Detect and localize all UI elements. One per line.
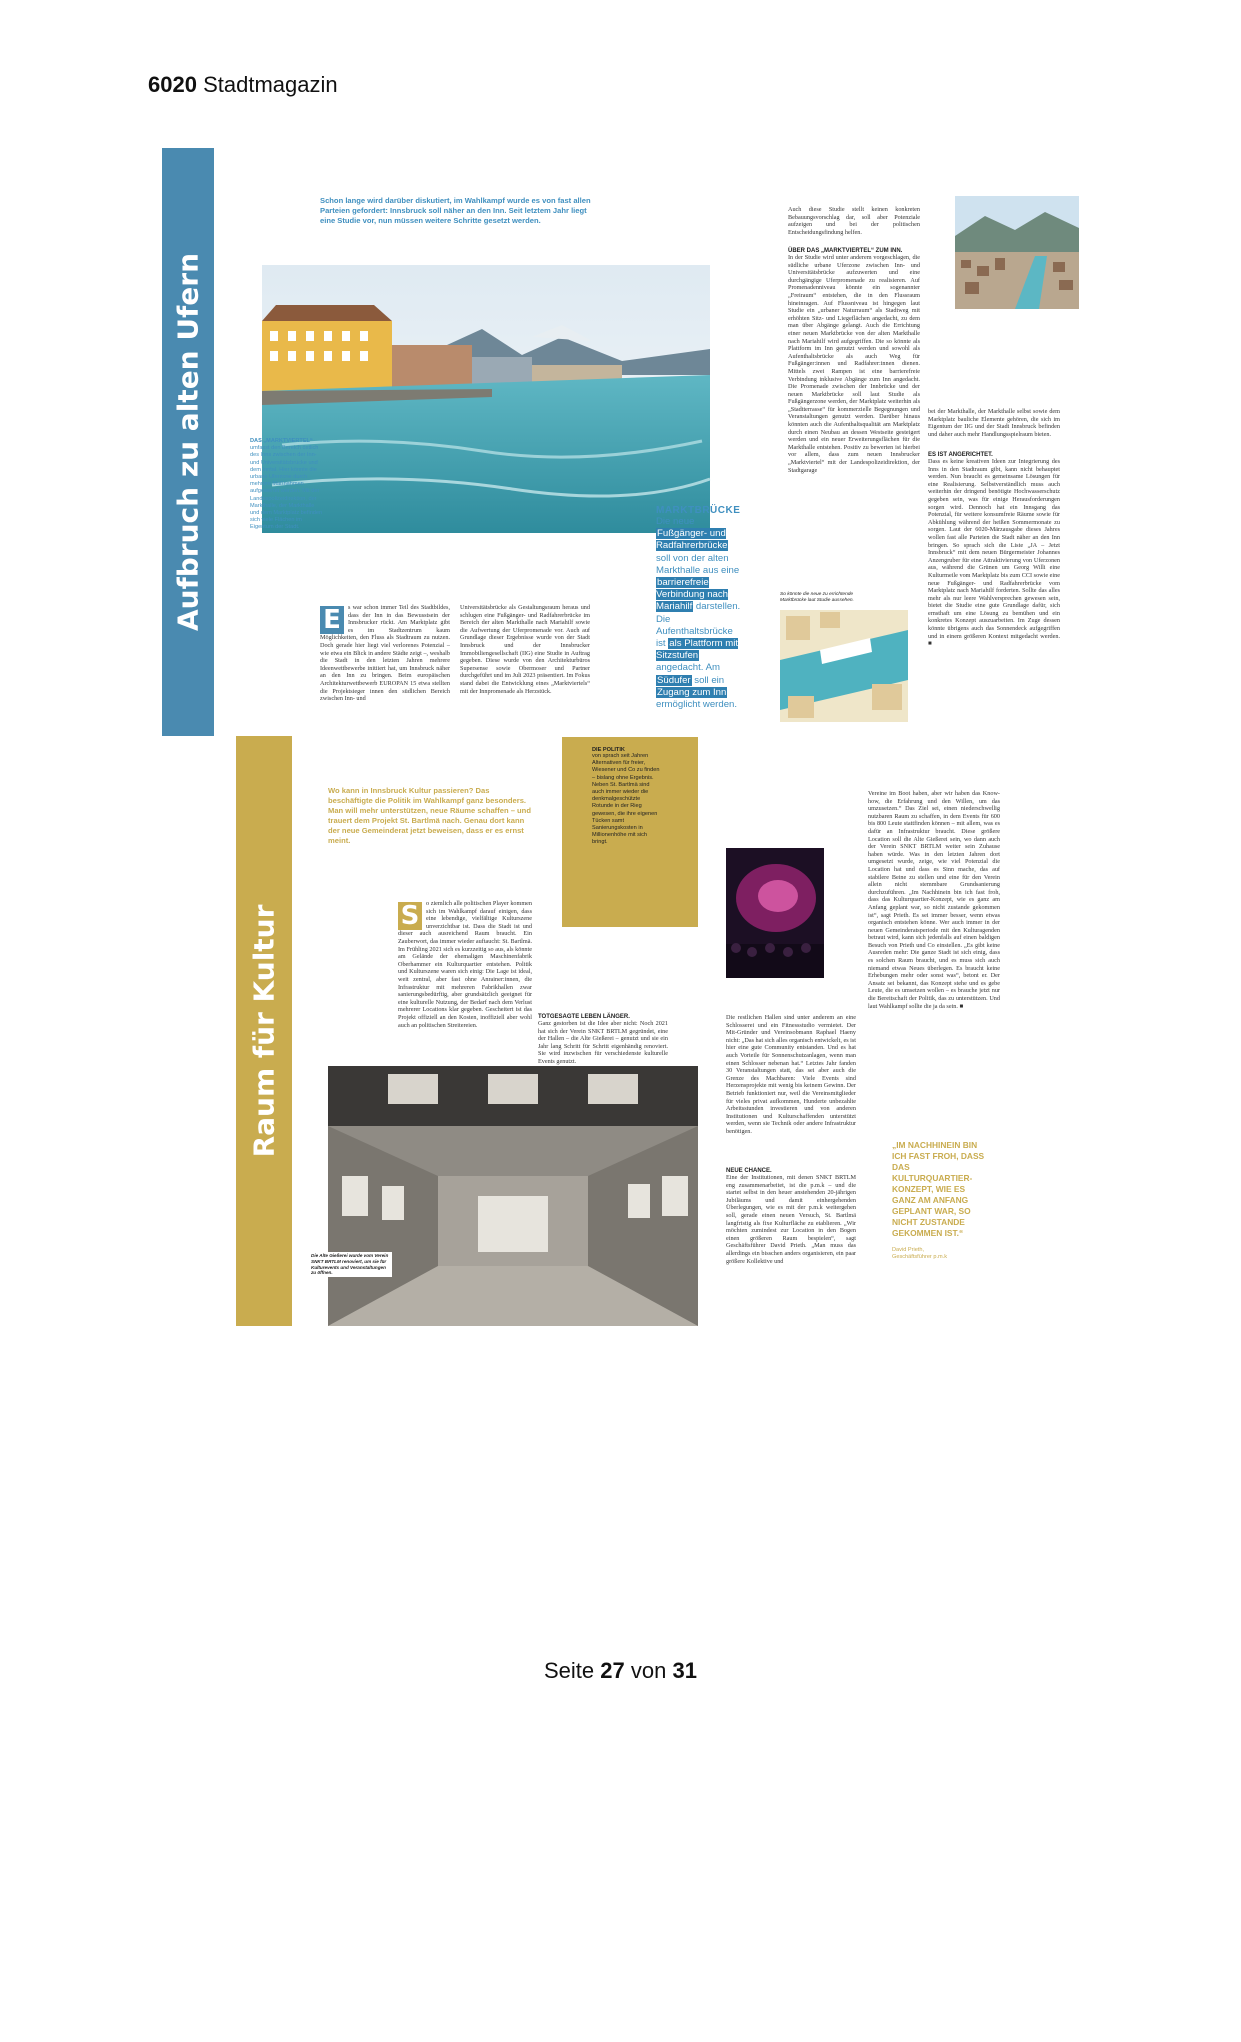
pull-quote-name: David Prieth, xyxy=(892,1247,925,1253)
article1-col4 xyxy=(928,408,1060,728)
article1-col3-text: In der Studie wird unter anderem vorgeschlagen, die südliche urbane Uferzone zwischen Inn- und Universitätsbrücke aufzuwerten und eine durchgängige Uferpromenade zu realisieren. Auf Promenadenniveau könnte ein sogenannter „Freiraum“ entstehen, die in den Flussraum hineinragen. Auf Flussniveau ist hingegen laut Studie ein „urbaner Naturraum“ als Stadtweg mit erhöhten Sitz- und Liegeflächen angedacht, zu dem man über Abgänge gelangt. Auch die Errichtung einer neuen Marktbrücke von der alten Markthalle nach Mariahilf wird aufgegriffen. Die so könnte als Plattform im Inn genutzt werden und sowohl als Aufenthaltsbrücke als auch Weg für Fußgänger:innen und Radfahrer:innen dienen. Mittels zwei Rampen ist eine barrierefreie Verbindung inklusive Abgänge zum Inn angedacht. Die Promenade zwischen der Innbrücke und der neuen Marktbrücke soll laut Studie als Fußgängerzone werden, der Marktplatz weiterhin als „Stadtterrasse“ für kommerzielle Begegnungen und Veranstaltungen genutzt werden. Darüber hinaus könnten auch die Aufenthaltsqualität am Marktplatz durch einen Neubau an dessen Westseite gesteigert werden und ein neuer Erweiterungsflächen für die Markthalle entstehen. Positiv zu bewerten ist hierbei vor allem, dass zum neuen Innsbrucker „Marktviertel“ mit der Landespolizeidirektion, der Stadtgarage xyxy=(788,254,920,474)
article2-col4: Vereine im Boot haben, aber wir haben das Know-how, die Erfahrung und den Willen, um das umzusetzen.“ Das Ziel sei, einen niederschwellig nutzbaren Raum zu schaffen, in dem Events für 600 bis 800 Leute stattfinden können – mit allem, was es dafür an Infrastruktur braucht. Diese größere Location soll die Alte Gießerei sein, wo dann auch der Verein SNKT BRTLM weiter sein Zuhause haben würde. Was in den letzten Jahren dort umgesetzt wurde, zeige, wie viel Potenzial die Location hat und dass es Sinn mache, das auf stabilere Beine zu stellen und eine für den Verein allein nicht stemmbare Grundsanierung durchzuführen. „Im Nachhinein bin ich fast froh, dass das Kulturquartier-Konzept, wie es ganz am Anfang geplant war, so nicht zustande gekommen ist“, sagt Prieth. Es sei immer besser, wenn etwas organisch entstehen könne. Wer auch immer in der neuen Gemeinderatsperiode mit den Kulturagenden betraut wird, kann sich jedenfalls auf einen baldigen Besuch von Prieth und Co einstellen. „Es gibt keine Ausreden mehr: Die ganze Stadt ist sich einig, dass es solchen Raum braucht, und es muss sich auch niemand etwas Neues überlegen. Es braucht keine Erhebungen mehr oder sonst was“, betont er. Der Ansatz sei bekannt, das Konzept stehe und es gebe Leute, die es umsetzen wollen – es brauche jetzt nur die Bereitschaft der Politik, das zu unterstützen. Und laut Wahlkampf sollte die ja da sein. ■ xyxy=(868,790,1000,1010)
header-number: 6020 xyxy=(148,72,197,97)
article1-caption-left xyxy=(250,438,324,578)
hall-photo xyxy=(328,1066,698,1326)
article2-title: Raum für Kultur xyxy=(247,904,281,1158)
pull-quote xyxy=(892,1140,988,1261)
footer-total: 31 xyxy=(672,1658,697,1683)
bridge-render xyxy=(780,610,908,722)
article1-col3-sub: ÜBER DAS „MARKTVIERTEL“ ZUM INN. xyxy=(788,248,903,254)
politics-box xyxy=(562,737,698,927)
river-photo-svg xyxy=(262,265,710,533)
article1-title: Aufbruch zu alten Ufern xyxy=(171,252,205,632)
article1-col2: Universitätsbrücke als Gestaltungsraum heraus und schlugen eine Fußgänger- und Radfahrerbrücke im Bereich der alten Markthalle nach Mariahilf sowie die Aufwertung der Uferpromenade vor. Auch auf Grundlage dieser Ergebnisse wurde von der Stadt Innsbruck und der Innsbrucker Immobiliengesellschaft (IIG) eine Studie in Auftrag gegeben. Diese wurde von den Architekturbüros Supersense sowie Obermoser und Partner durchgeführt und im Juli 2023 präsentiert. Im Fokus stand dabei die Entwicklung eines „Marktviertels“ mit der Innpromenade als Herzstück. xyxy=(460,604,590,695)
footer-page: 27 xyxy=(600,1658,625,1683)
article2-col2-text: Ganz gestorben ist die Idee aber nicht: Noch 2021 hat sich der Verein SNKT BRTLM gegründet, eine der Hallen – die Alte Gießerei – genutzt und sie ein Jahr lang Schritt für Schritt eigenhändig renoviert. Sie wird inzwischen für verschiedenste kulturelle Events genutzt. xyxy=(538,1020,668,1065)
article2-dropcap: S xyxy=(398,902,422,930)
city-photo xyxy=(955,196,1079,309)
politics-box-title: DIE POLITIK xyxy=(592,747,625,753)
footer-middle: von xyxy=(630,1658,667,1683)
pull-quote-text: „IM NACHHINEIN BIN ICH FAST FROH, DASS DAS KULTURQUARTIER-KONZEPT, WIE ES GANZ AM ANFANG GEPLANT WAR, SO NICHT ZUSTANDE GEKOMMEN IST.“ xyxy=(892,1140,985,1238)
marktbruecke-title: MARKTBRÜCKE xyxy=(656,505,741,516)
render-caption: So könnte die neue zu errichtende Marktbrücke laut Studie aussehen. xyxy=(780,592,854,603)
article2-lead: Wo kann in Innsbruck Kultur passieren? Das beschäftigte die Politik im Wahlkampf ganz besonders. Man will mehr unterstützen, neue Räume schaffen – und trauert dem Projekt St. Bartlmä nach. Genau dort kann der neue Gemeinderat jetzt beweisen, dass er es ernst meint. xyxy=(328,786,531,845)
page-footer xyxy=(0,1658,1241,1684)
article1-dropcap: E xyxy=(320,606,344,634)
bridge-render-svg xyxy=(780,610,908,722)
article1-band: Aufbruch zu alten Ufern Text | Markus Wechtler xyxy=(162,148,214,736)
article2-col3-text-b: Eine der Institutionen, mit denen SNKT BRTLM eng zusammenarbeitet, ist die p.m.k – und die startet selbst in den heuer anstehenden 20-jährigen Jubiläums und damit einhergehenden Überlegungen, wie es mit der p.m.k weitergehen soll, gerade einen neuen Versuch, St. Bartlmä langfristig als fixe Kulturfläche zu etablieren. „Wir möchten zumindest zur Location in den Bogen einen größeren Raum bespielen“, sagt Geschäftsführer David Prieth. „Man muss das allerdings ein bisschen anders organisieren, ein paar größere Kollektive und xyxy=(726,1174,856,1265)
river-photo xyxy=(262,265,710,533)
article1-col3-intro: Auch diese Studie stellt keinen konkreten Bebauungsvorschlag dar, soll aber Potenziale aufzeigen und bei der politischen Entscheidungsfindung helfen. xyxy=(788,206,920,236)
concert-photo xyxy=(726,848,824,978)
caption-left-title: DAS „MARKTVIERTEL“ xyxy=(250,438,313,444)
article2-col3-sub: NEUE CHANCE. xyxy=(726,1168,772,1174)
article2-col3-text: Die restlichen Hallen sind unter anderem an eine Schlosserei und ein Fitnessstudio vermietet. Der Mit-Gründer und Vereinsobmann Raphael Haeny nicht: „Das hat sich alles organisch entwickelt, es ist hier eine gute Community entstanden. Und es hat auch Vorteile für Sonnenschutzanlagen, wenn man einen Schlosser nebenan hat.“ Letztes Jahr fanden 30 Veranstaltungen statt, das sei aber auch die Grenze des Machbaren: Viele Events sind Herzensprojekte mit wenig bis keinem Gewinn. Der Betrieb funktioniert nur, weil die Vereinsmitglieder für vieles privat aufkommen, Hunderte unbezahlte Arbeitsstunden investieren und von anderen Institutionen und Kulturschaffenden unterstützt werden, wenn sie Technik oder andere Infrastruktur benötigen. xyxy=(726,1014,856,1135)
marktbruecke-sidebar xyxy=(656,505,744,711)
article2-col1 xyxy=(398,900,532,1084)
article1-lead: Schon lange wird darüber diskutiert, im Wahlkampf wurde es von fast allen Parteien gefordert: Innsbruck soll näher an den Inn. Seit letztem Jahr liegt eine Studie vor, nun müssen weitere Schritte gesetzt werden. xyxy=(320,196,591,225)
article2-col3 xyxy=(726,1014,856,1326)
politics-box-text: von sprach seit Jahren Alternativen für freier, Wiesener und Co zu finden – bislang ohne Ergebnis. Neben St. Bartlmä sind auch immer wieder die denkmalgeschützte Rotunde in der Rieg gewesen, die ihre eigenen Tücken samt Sanierungskosten in Millionenhöhe mit sich bringt. xyxy=(592,753,660,846)
article1-col1 xyxy=(320,604,450,726)
header-title: Stadtmagazin xyxy=(203,72,338,97)
hall-photo-caption: Die Alte Gießerei wurde vom Verein SNKT BRTLM renoviert, um sie für Kulturevents und Veranstaltungen zu öffnen. xyxy=(310,1252,392,1277)
page-header xyxy=(148,72,338,98)
article2-col1-text: o ziemlich alle politischen Player kommen sich im Wahlkampf darauf einigen, dass eine lebendige, vielfältige Kulturszene unverzichtbar ist. Dass die Stadt ist und dieser auch ausreichend Raum braucht. Ein Zauberwort, das immer wieder auftaucht: St. Bartlmä. Im Frühling 2021 sich es kurzzeitig so aus, als könnte am Gelände der ehemaligen Maschinenfabrik Oberhammer ein Kulturquartier entstehen. Politik und Kulturszene waren sich einig: Die Lage ist ideal, weit zentral, aber fast ohne Anrainer:innen, die Infrastruktur mit mehreren Fabrikhallen zwar sanierungsbedürftig, aber grundsätzlich geeignet für eine kulturelle Nutzung, der Bedarf nach dem Verlust mehrerer Locations klar gegeben. Gescheitert ist das Projekt offiziell an den Kosten, inoffiziell aber wohl auch an politischen Streitereien. xyxy=(398,900,532,1029)
marktbruecke-text: Die neue Fußgänger- und Radfahrerbrücke soll von der alten Markthalle aus eine barrierefreie Verbindung nach Mariahilf darstellen. Die Aufenthaltsbrücke ist als Plattform mit Sitzstufen angedacht. Am Südufer soll ein Zugang zum Inn ermöglicht werden. xyxy=(656,516,741,711)
pull-quote-role: Geschäftsführer p.m.k xyxy=(892,1254,948,1260)
article2-col2-sub: TOTGESAGTE LEBEN LÄNGER. xyxy=(538,1014,630,1020)
caption-left-text: umfasst den Bereich östlich des Inns zwischen der Inn- und Universitätsbrücke und dem Inntal. Hier könnte die urbane Uferzone durch mehrere Maßnahmen aufgewertet werden. Mit der Landespolizeidirektion, der Markthalle, der Markthalle und dem Marktplatz befinden sich viele Flächen im Eigentum der Stadt. xyxy=(250,445,323,531)
article1-col4-sub: ES IST ANGERICHTET. xyxy=(928,452,993,458)
hall-photo-svg xyxy=(328,1066,698,1326)
article1-col1-text: s war schon immer Teil des Stadtbildes, dass der Inn in das Bewusstsein der Innsbrucker rückt. Am Marktplatz gibt es im Stadtzentrum kaum Möglichkeiten, den Fluss als Stadtraum zu nutzen. Doch gerade hier liegt viel verlorenes Potenzial – wie etwa ein Blick in andere Städte zeigt –, weshalb die Stadt in den letzten Jahren mehrere Ideenwettbewerbe initiiert hat, um Innsbruck näher an den Inn zu bringen. Beim europäischen Architekturwettbewerb EUROPAN 15 etwa stellten die Projektsieger innen den südlichen Bereich zwischen Inn- und xyxy=(320,604,450,703)
article1-col4-text-b: Dass es keine kreativen Ideen zur Integrierung des Inns in den Stadtraum gibt, kann nicht behauptet werden. Nun braucht es gemeinsame Lösungen für eine Realisierung. Selbstverständlich muss auch weiterhin der dringend benötigte Hochwasserschutz gegeben sein, was für einige Herausforderungen sorgen wird. Dennoch hat ein Innsgang das Potenzial, für weitere konsumfreie Räume sowie für Abkühlung während der heißen Sommermonate zu sorgen. Laut der 6020-Märzausgabe dieses Jahres wollen fast alle Parteien die Stadt näher an den Inn bringen. So sprach sich die Liste „JA – Jetzt Innsbruck“ mit dem neuen Bürgermeister Johannes Anzengruber für eine Attraktivierung von Uferzonen aus, während die Grünen um Georg Willi eine Kulturmeile vom Marktplatz bis zum CCI sowie eine neue Fußgänger- und Radfahrerbrücke vom Marktplatz nach Mariahilf forderten. Sollte das alles mehr als nur leere Wahlversprechen gewesen sein, bietet die Studie eine gute Grundlage dafür, sich ernsthaft um eine Lösung zu bemühen und ein konkretes Konzept auszuarbeiten. Im Zuge dessen könnte übrigens auch das Sonnendeck aufgegriffen und in einem größeren Kontext mitgedacht werden. ■ xyxy=(928,458,1060,648)
concert-photo-svg xyxy=(726,848,824,978)
article1-col4-text: bei der Markthalle, der Markthalle selbst sowie dem Marktplatz bauliche Elemente gehören, die sich im Eigentum der IIG und der Stadt Innsbruck befinden und daher auch mehr Handlungsspielraum bieten. xyxy=(928,408,1060,438)
article2-band: Raum für Kultur Text | Lisa Schwarzenauer xyxy=(236,736,292,1326)
footer-prefix: Seite xyxy=(544,1658,595,1683)
city-photo-svg xyxy=(955,196,1079,309)
